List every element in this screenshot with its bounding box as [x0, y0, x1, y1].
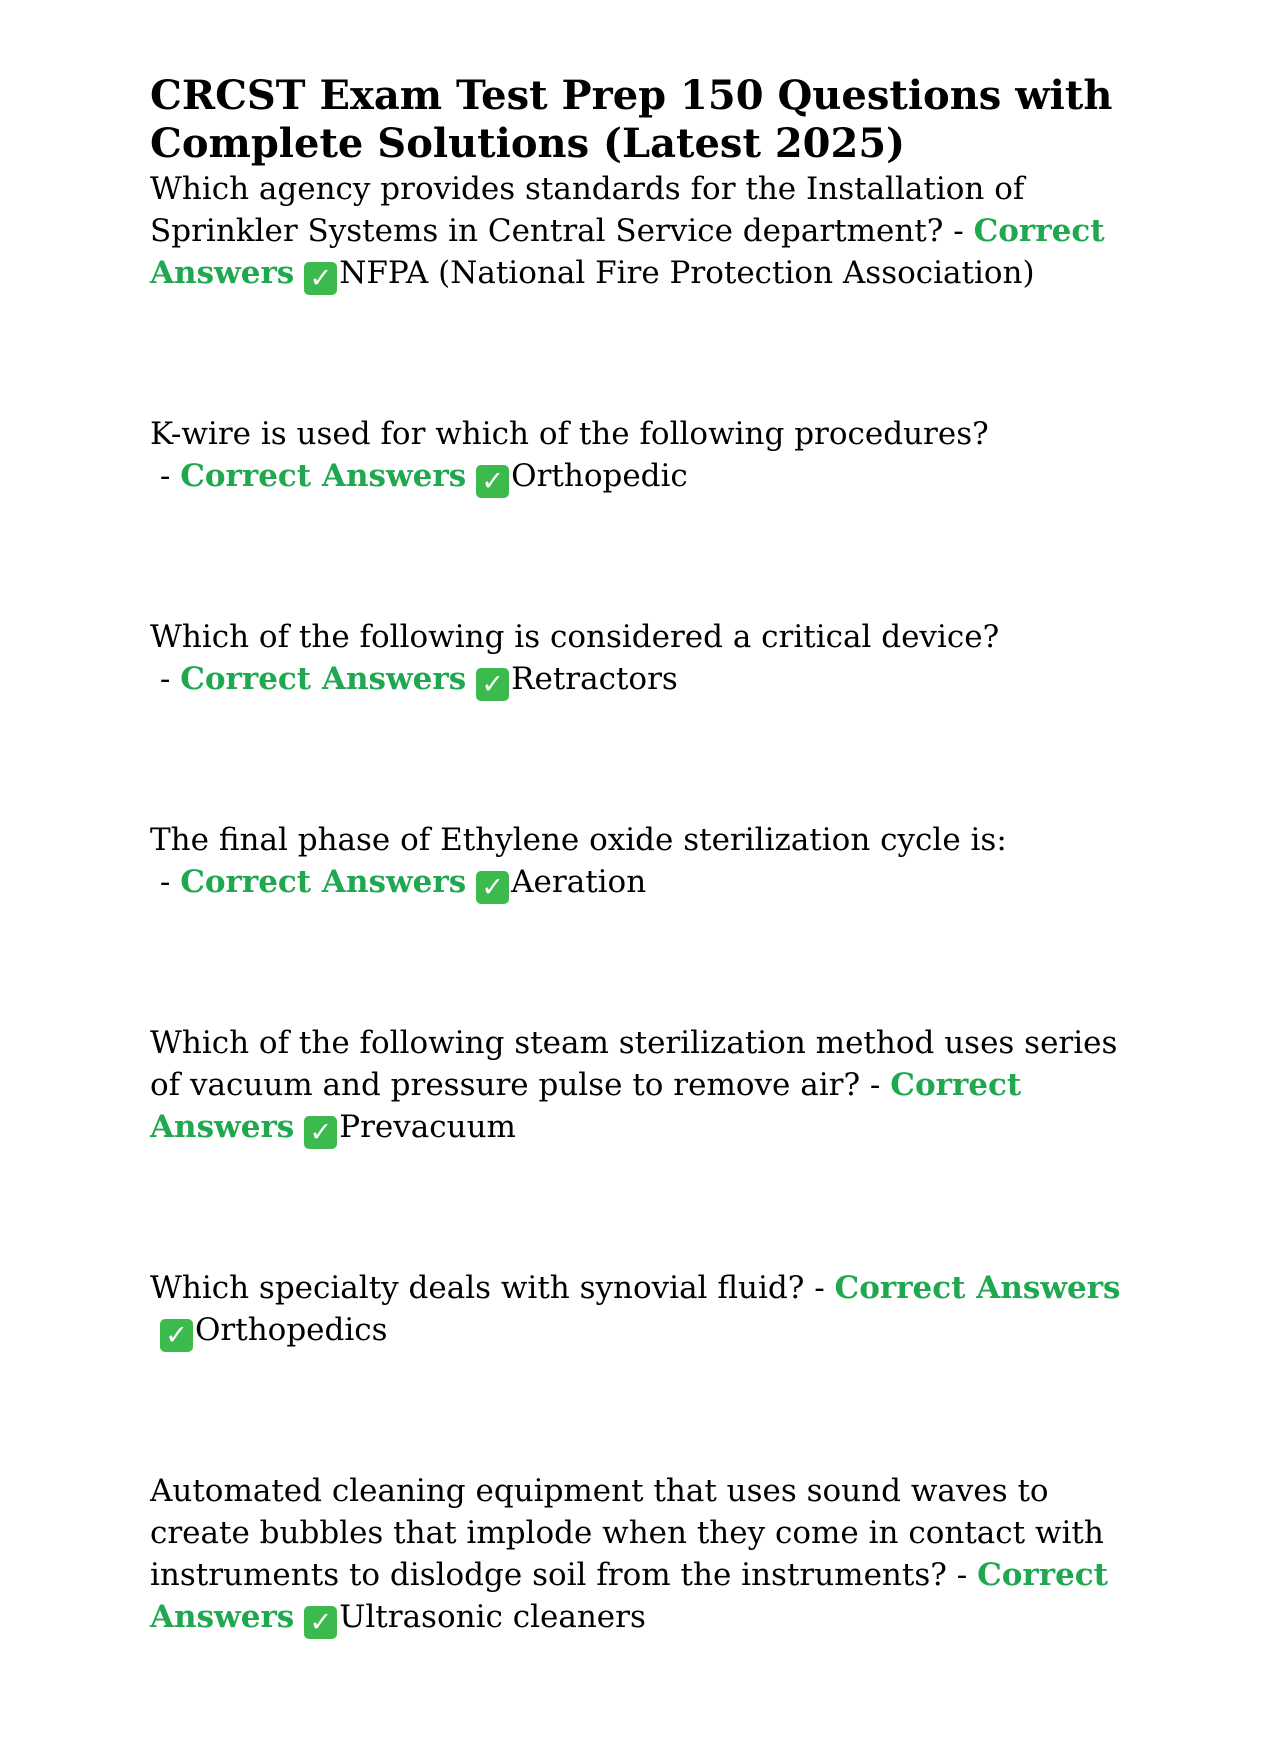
- qa-item-3: [150, 616, 1140, 701]
- question-text: Which of the following steam sterilization method uses series of vacuum and pressure pulse to remove air?: [150, 1025, 1118, 1103]
- separator: -: [943, 213, 974, 249]
- qa-item-4: [150, 819, 1140, 904]
- answer-text: Retractors: [511, 661, 678, 697]
- qa-item-5: [150, 1022, 1140, 1149]
- correct-answers-label: Correct Answers: [150, 213, 1105, 291]
- correct-answers-label: Correct Answers: [150, 1067, 1022, 1145]
- qa-item-7: [150, 1470, 1140, 1639]
- separator: -: [804, 1270, 835, 1306]
- answer-text: Ultrasonic cleaners: [339, 1599, 646, 1635]
- answer-text: Aeration: [511, 864, 647, 900]
- checkmark-icon: ✓: [476, 465, 509, 498]
- document-page: [150, 72, 1140, 1757]
- question-text: K-wire is used for which of the following procedures?: [150, 416, 989, 452]
- question-text: Automated cleaning equipment that uses sound waves to create bubbles that implode when they come in contact with instruments to dislodge soil from the instruments?: [150, 1473, 1104, 1593]
- correct-answers-label: Correct Answers: [180, 458, 467, 494]
- correct-answers-label: Correct Answers: [180, 661, 467, 697]
- checkmark-icon: ✓: [160, 1319, 193, 1352]
- qa-item-1: [150, 168, 1140, 295]
- correct-answers-label: Correct Answers: [180, 864, 467, 900]
- qa-item-6: [150, 1267, 1140, 1352]
- checkmark-icon: ✓: [304, 1116, 337, 1149]
- checkmark-icon: ✓: [476, 668, 509, 701]
- checkmark-icon: ✓: [476, 871, 509, 904]
- separator: -: [150, 661, 181, 697]
- answer-text: Orthopedic: [511, 458, 688, 494]
- correct-answers-label: Correct Answers: [150, 1557, 1108, 1635]
- separator: -: [150, 458, 181, 494]
- correct-answers-label: Correct Answers: [834, 1270, 1121, 1306]
- separator: -: [946, 1557, 978, 1593]
- checkmark-icon: ✓: [304, 262, 337, 295]
- question-text: Which agency provides standards for the Installation of Sprinkler Systems in Central Service department?: [150, 171, 1025, 249]
- document-title: CRCST Exam Test Prep 150 Questions with Complete Solutions (Latest 2025): [150, 72, 1113, 167]
- question-text: Which of the following is considered a critical device?: [150, 619, 1000, 655]
- separator: -: [860, 1067, 891, 1103]
- answer-text: NFPA (National Fire Protection Association): [339, 255, 1035, 291]
- checkmark-icon: ✓: [304, 1606, 337, 1639]
- answer-text: Orthopedics: [195, 1312, 388, 1348]
- qa-item-2: [150, 413, 1140, 498]
- question-text: The final phase of Ethylene oxide sterilization cycle is:: [150, 822, 1007, 858]
- answer-text: Prevacuum: [339, 1109, 516, 1145]
- question-text: Which specialty deals with synovial fluid?: [150, 1270, 805, 1306]
- separator: -: [150, 864, 181, 900]
